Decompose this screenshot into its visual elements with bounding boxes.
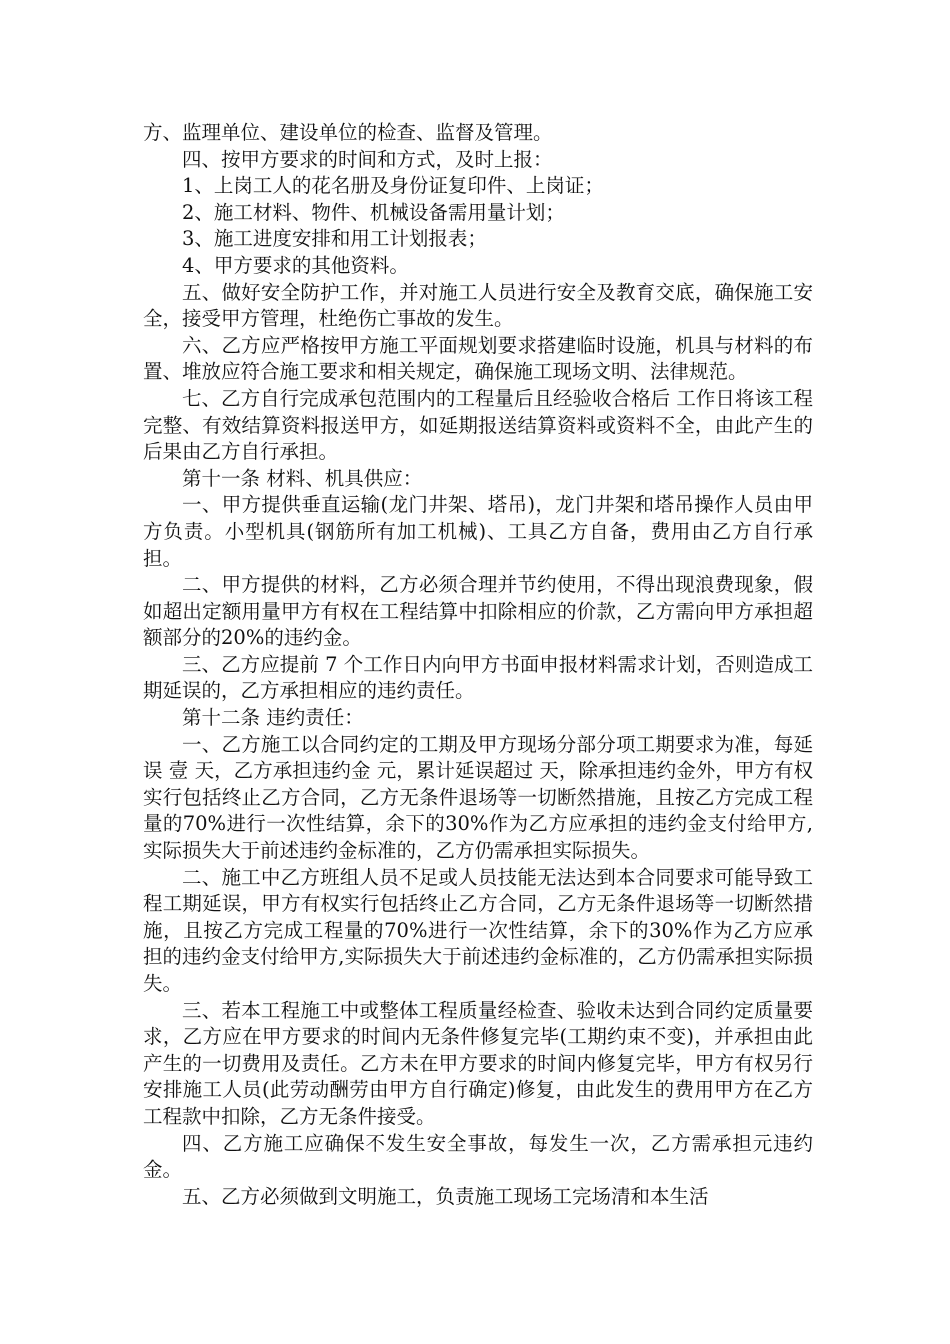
- clause-7-settlement: 七、乙方自行完成承包范围内的工程量后且经验收合格后 工作日将该工程完整、有效结算资料报送甲方，如延期报送结算资料或资料不全，由此产生的后果由乙方自行承担。: [143, 386, 813, 464]
- article-11-heading: 第十一条 材料、机具供应：: [182, 466, 423, 490]
- clause-4-reporting: 四、按甲方要求的时间和方式，及时上报：: [182, 147, 553, 171]
- article-12-item-3: 三、若本工程施工中或整体工程质量经检查、验收未达到合同约定质量要求，乙方应在甲方要求的时间内无条件修复完毕(工期约束不变)，并承担由此产生的一切费用及责任。乙方未在甲方要求的时间内修复完毕，甲方有权另行安排施工人员(此劳动酬劳由甲方自行确定)修复，由此发生的费用甲方在乙方工程款中扣除，乙方无条件接受。: [143, 998, 813, 1128]
- clause-6-facilities: 六、乙方应严格按甲方施工平面规划要求搭建临时设施，机具与材料的布置、堆放应符合施工要求和相关规定，确保施工现场文明、法律规范。: [143, 333, 813, 384]
- article-11-item-1: 一、甲方提供垂直运输(龙门井架、塔吊)，龙门井架和塔吊操作人员由甲方负责。小型机具(钢筋所有加工机械)、工具乙方自备，费用由乙方自行承担。: [143, 493, 813, 570]
- article-11-item-2: 二、甲方提供的材料，乙方必须合理并节约使用，不得出现浪费现象，假如超出定额用量甲方有权在工程结算中扣除相应的价款，乙方需向甲方承担超额部分的20%的违约金。: [143, 573, 813, 650]
- document-body: [143, 120, 813, 1210]
- article-12-item-1: 一、乙方施工以合同约定的工期及甲方现场分部分项工期要求为准，每延误 壹 天，乙方承担违约金 元，累计延误超过 天，除承担违约金外，甲方有权实行包括终止乙方合同，乙方无条件退场等一切断然措施，且按乙方完成工程量的70%进行一次性结算，余下的30%作为乙方应承担的违约金支付给甲方,实际损失大于前述违约金标准的，乙方仍需承担实际损失。: [143, 732, 813, 863]
- list-item-3: 3、施工进度安排和用工计划报表；: [182, 227, 487, 251]
- article-12-item-4: 四、乙方施工应确保不发生安全事故，每发生一次，乙方需承担元违约金。: [143, 1131, 813, 1182]
- list-item-1: 1、上岗工人的花名册及身份证复印件、上岗证；: [182, 174, 604, 198]
- article-11-item-3: 三、乙方应提前 7 个工作日内向甲方书面申报材料需求计划，否则造成工期延误的，乙方承担相应的违约责任。: [143, 652, 813, 703]
- article-12-item-5: 五、乙方必须做到文明施工，负责施工现场工完场清和本生活: [182, 1184, 709, 1208]
- list-item-2: 2、施工材料、物件、机械设备需用量计划；: [182, 200, 565, 224]
- paragraph-continuation: 方、监理单位、建设单位的检查、监督及管理。: [143, 121, 553, 144]
- list-item-4: 4、甲方要求的其他资料。: [182, 253, 409, 277]
- article-12-heading: 第十二条 违约责任：: [182, 706, 364, 730]
- article-12-item-2: 二、施工中乙方班组人员不足或人员技能无法达到本合同要求可能导致工程工期延误，甲方有权实行包括终止乙方合同，乙方无条件退场等一切断然措施，且按乙方完成工程量的70%进行一次性结算，余下的30%作为乙方应承担的违约金支付给甲方,实际损失大于前述违约金标准的，乙方仍需承担实际损失。: [143, 865, 813, 995]
- clause-5-safety: 五、做好安全防护工作，并对施工人员进行安全及教育交底，确保施工安全，接受甲方管理，杜绝伤亡事故的发生。: [143, 280, 813, 331]
